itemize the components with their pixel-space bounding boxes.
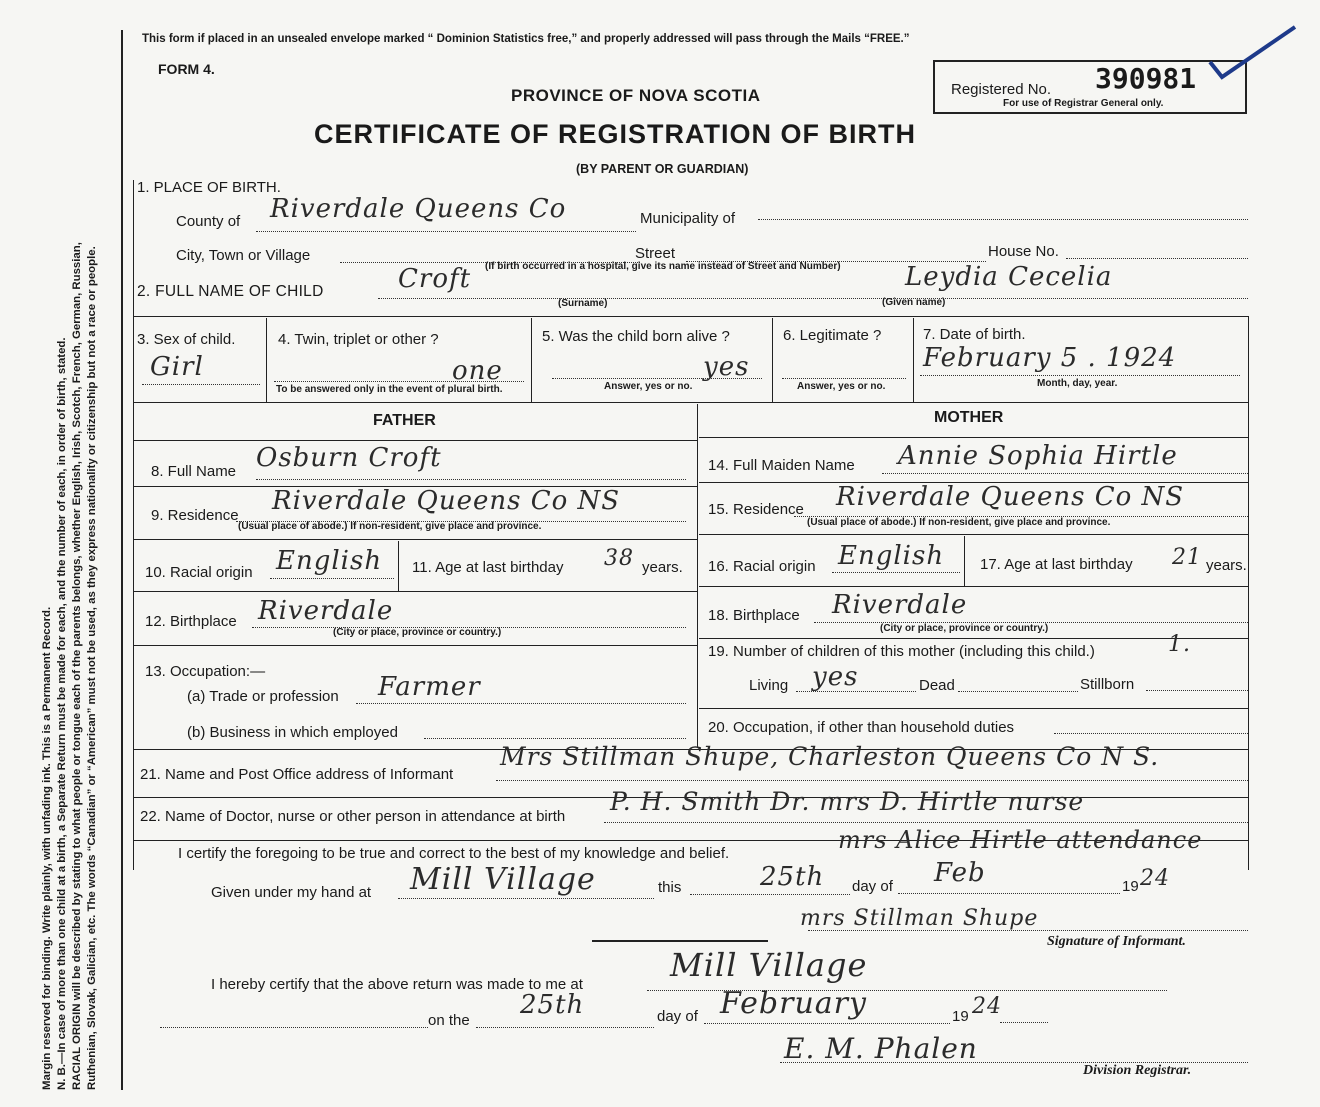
mother-race-label: 16. Racial origin bbox=[708, 558, 816, 575]
county-value: Riverdale Queens Co bbox=[270, 194, 567, 224]
mother-heading: MOTHER bbox=[934, 409, 1004, 426]
form-number: FORM 4. bbox=[158, 61, 215, 77]
father-res-note: (Usual place of abode.) If non-resident, give place and province. bbox=[238, 521, 542, 532]
certify-text: I certify the foregoing to be true and correct to the best of my knowledge and belief. bbox=[178, 845, 730, 862]
registered-label: Registered No. bbox=[951, 81, 1052, 98]
municipality-label: Municipality of bbox=[640, 210, 736, 227]
father-race: English bbox=[276, 546, 383, 576]
given-label: Given under my hand at bbox=[211, 884, 372, 901]
mother-res-label: 15. Residence bbox=[708, 501, 804, 518]
county-label: County of bbox=[176, 213, 241, 230]
doctor-value: P. H. Smith Dr. mrs D. Hirtle nurse bbox=[610, 787, 1085, 816]
twin-label: 4. Twin, triplet or other ? bbox=[278, 331, 439, 348]
registrar-sig-label: Division Registrar. bbox=[1083, 1063, 1192, 1078]
legit-note: Answer, yes or no. bbox=[797, 381, 886, 392]
margin-line-2: N. B.—In case of more than one child at a birth, a Separate Return must be made for each, and the number of each, in order of birth, stated. bbox=[56, 337, 68, 1090]
informant-value: Mrs Stillman Shupe, Charleston Queens Co N S. bbox=[500, 742, 1160, 771]
on-the-label: on the bbox=[428, 1012, 470, 1029]
left-border bbox=[121, 30, 123, 1090]
given-label: (Given name) bbox=[882, 297, 946, 308]
street-label: Street bbox=[635, 245, 676, 262]
house-label: House No. bbox=[988, 243, 1059, 260]
child-surname: Croft bbox=[398, 264, 472, 294]
registrar-place: Mill Village bbox=[670, 946, 868, 984]
day-of-label: day of bbox=[852, 878, 893, 895]
twin-note: To be answered only in the event of plural birth. bbox=[276, 384, 503, 395]
father-heading: FATHER bbox=[373, 412, 436, 429]
informant-label: 21. Name and Post Office address of Informant bbox=[140, 766, 454, 783]
dob-value: February 5 . 1924 bbox=[923, 343, 1177, 373]
mother-children: 1. bbox=[1168, 632, 1191, 657]
mother-name-label: 14. Full Maiden Name bbox=[708, 457, 855, 474]
father-occ-label: 13. Occupation:— bbox=[145, 663, 266, 680]
registrar-month: February bbox=[720, 986, 867, 1021]
surname-label: (Surname) bbox=[558, 298, 608, 309]
stillborn-label: Stillborn bbox=[1080, 676, 1135, 693]
father-residence: Riverdale Queens Co NS bbox=[272, 486, 621, 516]
trade-label: (a) Trade or profession bbox=[187, 688, 339, 705]
mother-occ-label: 20. Occupation, if other than household duties bbox=[708, 719, 1015, 736]
inner-left-border bbox=[133, 180, 134, 870]
alive-note: Answer, yes or no. bbox=[604, 381, 693, 392]
certify-year: 24 bbox=[1140, 866, 1170, 891]
page-title: CERTIFICATE OF REGISTRATION OF BIRTH bbox=[314, 119, 916, 149]
doctor-label: 22. Name of Doctor, nurse or other person in attendance at birth bbox=[140, 808, 566, 825]
sex-value: Girl bbox=[150, 352, 204, 382]
father-res-label: 9. Residence bbox=[151, 507, 239, 524]
margin-instructions bbox=[40, 20, 100, 1090]
registrar-note: For use of Registrar General only. bbox=[1003, 98, 1164, 109]
child-given-name: Leydia Cecelia bbox=[905, 262, 1113, 292]
father-bp-label: 12. Birthplace bbox=[145, 613, 237, 630]
registrar-day-of-label: day of bbox=[657, 1008, 698, 1025]
this-label: this bbox=[658, 879, 682, 896]
father-bp-note: (City or place, province or country.) bbox=[333, 627, 502, 638]
registrar-year-prefix: 19 bbox=[952, 1008, 969, 1025]
mother-years: years. bbox=[1206, 557, 1247, 574]
twin-value: one bbox=[452, 356, 503, 386]
registrar-text: I hereby certify that the above return was made to me at bbox=[211, 976, 583, 993]
mail-notice: This form if placed in an unsealed envelope marked “ Dominion Statistics free,” and properly addressed will pass through the Mails “FREE.” bbox=[142, 33, 910, 45]
father-name-label: 8. Full Name bbox=[151, 463, 237, 480]
place-heading: 1. PLACE OF BIRTH. bbox=[137, 179, 281, 196]
mother-bp-note: (City or place, province or country.) bbox=[880, 623, 1049, 634]
margin-line-3: RACIAL ORIGIN will be described by stating to what people or tongue each of the parents belongs, whether English, Irish, Scotch, French, German, Russian, bbox=[71, 242, 83, 1090]
mother-bp-label: 18. Birthplace bbox=[708, 607, 800, 624]
hospital-note: (If birth occurred in a hospital, give its name instead of Street and Number) bbox=[485, 261, 841, 272]
informant-signature: mrs Stillman Shupe bbox=[800, 906, 1039, 931]
signature-label: Signature of Informant. bbox=[1047, 934, 1186, 949]
mother-name: Annie Sophia Hirtle bbox=[898, 441, 1178, 471]
father-years: years. bbox=[642, 559, 683, 576]
living-label: Living bbox=[749, 677, 789, 694]
dead-label: Dead bbox=[919, 677, 955, 694]
alive-value: yes bbox=[703, 352, 750, 382]
province-heading: PROVINCE OF NOVA SCOTIA bbox=[511, 86, 761, 105]
child-name-label: 2. FULL NAME OF CHILD bbox=[137, 283, 324, 300]
alive-label: 5. Was the child born alive ? bbox=[542, 328, 730, 345]
registrar-day: 25th bbox=[520, 990, 585, 1020]
father-age-label: 11. Age at last birthday bbox=[412, 559, 564, 576]
certify-month: Feb bbox=[934, 858, 986, 888]
business-label: (b) Business in which employed bbox=[187, 724, 398, 741]
father-name: Osburn Croft bbox=[256, 443, 442, 473]
sex-label: 3. Sex of child. bbox=[137, 331, 236, 348]
mother-children-label: 19. Number of children of this mother (including this child.) bbox=[708, 643, 1095, 660]
legit-label: 6. Legitimate ? bbox=[783, 327, 882, 344]
father-birthplace: Riverdale bbox=[258, 596, 394, 626]
living-value: yes bbox=[812, 662, 859, 692]
registrar-year: 24 bbox=[972, 994, 1002, 1019]
margin-line-4: Ruthenian, Slovak, Galician, etc. The words “Canadian” or “American” must not be used, as they express nationality or citizenship but not a race or people. bbox=[86, 246, 98, 1090]
page-subtitle: (BY PARENT OR GUARDIAN) bbox=[576, 162, 749, 176]
mother-age-label: 17. Age at last birthday bbox=[980, 556, 1133, 573]
dob-label: 7. Date of birth. bbox=[923, 326, 1026, 343]
doctor-extra: mrs Alice Hirtle attendance bbox=[838, 826, 1203, 854]
check-mark-icon bbox=[1200, 22, 1300, 92]
city-label: City, Town or Village bbox=[176, 247, 311, 264]
mother-res-note: (Usual place of abode.) If non-resident, give place and province. bbox=[807, 517, 1111, 528]
trade-value: Farmer bbox=[378, 672, 481, 702]
registrar-signature: E. M. Phalen bbox=[784, 1032, 978, 1065]
given-place: Mill Village bbox=[410, 862, 596, 897]
margin-line-1: Margin reserved for binding. Write plainly, with unfading ink. This is a Permanent Record. bbox=[41, 606, 53, 1090]
father-age: 38 bbox=[604, 546, 634, 571]
mother-race: English bbox=[838, 541, 945, 571]
mother-residence: Riverdale Queens Co NS bbox=[836, 482, 1185, 512]
certify-year-prefix: 19 bbox=[1122, 878, 1139, 895]
certify-day: 25th bbox=[760, 862, 825, 892]
registered-number: 390981 bbox=[1095, 62, 1197, 95]
dob-note: Month, day, year. bbox=[1037, 378, 1118, 389]
mother-birthplace: Riverdale bbox=[832, 590, 968, 620]
mother-age: 21 bbox=[1172, 545, 1202, 570]
father-race-label: 10. Racial origin bbox=[145, 564, 253, 581]
